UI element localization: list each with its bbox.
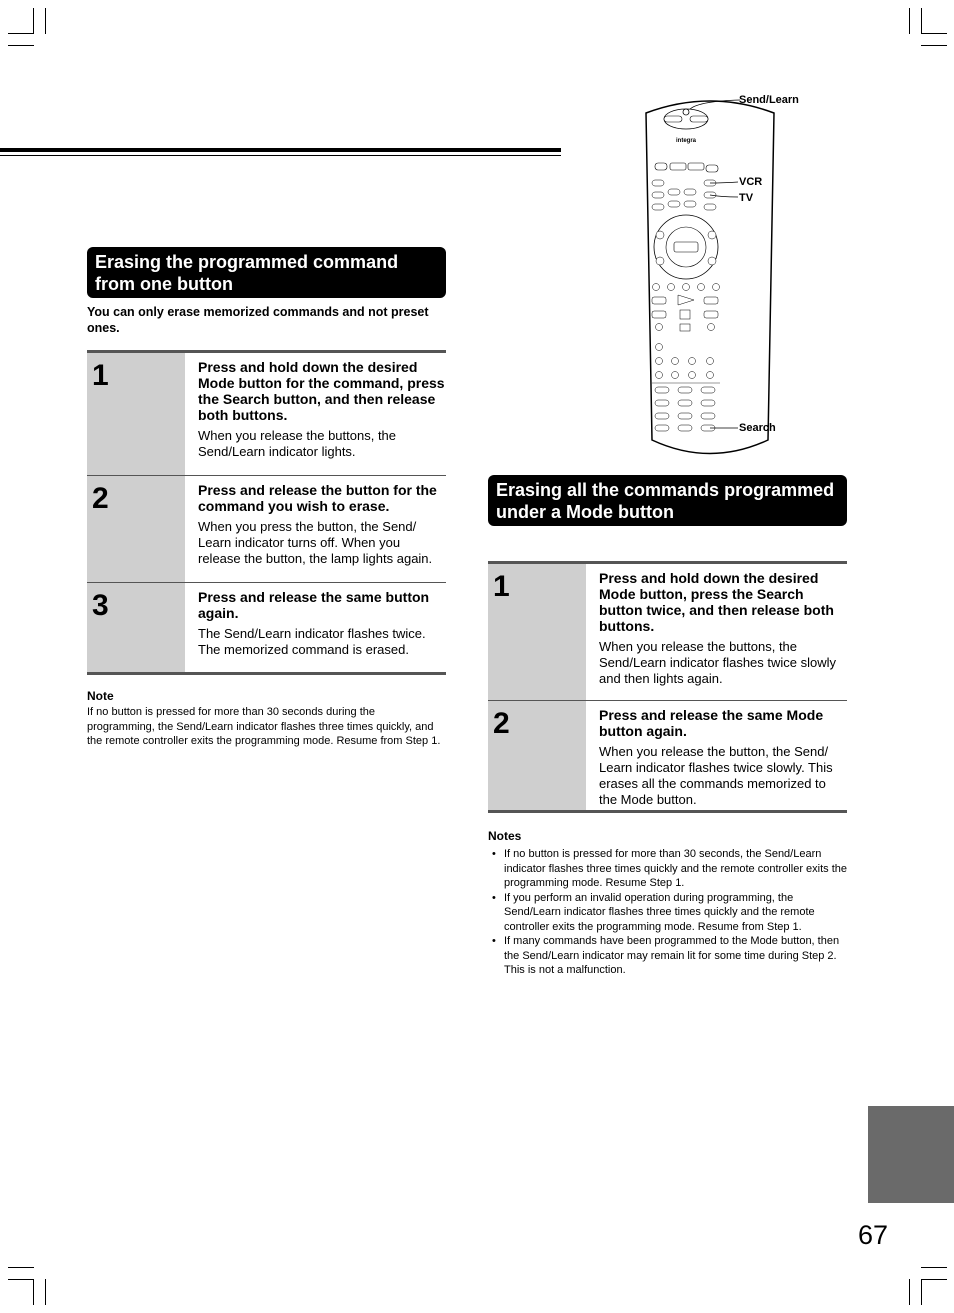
step-heading: Press and release the same Mode button again. — [599, 707, 824, 739]
steps-table-right — [488, 561, 847, 813]
callout-send-learn: Send/Learn — [739, 94, 799, 106]
step-description: The Send/Learn indicator flashes twice. The memorized command is erased. — [198, 626, 426, 657]
crop-mark — [8, 33, 34, 34]
step-body — [185, 583, 446, 672]
step-heading: Press and hold down the desired Mode button, press the Search button twice, and then release both buttons. — [599, 570, 834, 634]
notes-title-right: Notes — [488, 829, 522, 843]
step-body — [586, 701, 847, 810]
section-title-right: Erasing all the commands programmed under a Mode button — [488, 475, 847, 526]
section-intro-left: You can only erase memorized commands and not preset ones. — [87, 305, 429, 335]
step-number: 2 — [488, 701, 586, 810]
step-body — [185, 353, 446, 475]
step-heading: Press and hold down the desired Mode button for the command, press the Search button, and then release both buttons. — [198, 359, 445, 423]
step-row — [87, 353, 446, 476]
step-row — [87, 476, 446, 583]
chapter-tab — [868, 1106, 954, 1203]
step-row — [87, 583, 446, 672]
callout-tv: TV — [739, 192, 754, 204]
crop-mark — [45, 8, 46, 34]
section-title-left: Erasing the programmed command from one button — [87, 247, 446, 298]
step-heading: Press and release the same button again. — [198, 589, 430, 621]
crop-mark — [921, 1279, 922, 1305]
list-item: • If many commands have been programmed to the Mode button, then the Send/Learn indicator may remain lit for some time during Step 2. This is not a malfunction. — [488, 934, 848, 978]
list-item: • If no button is pressed for more than 30 seconds, the Send/Learn indicator flashes three times quickly and the remote controller exits the programming mode. Resume Step 1. — [488, 847, 848, 891]
crop-mark — [921, 45, 947, 46]
step-number: 3 — [87, 583, 185, 672]
crop-mark — [8, 1267, 34, 1268]
callout-search: Search — [739, 422, 776, 434]
crop-mark — [8, 45, 34, 46]
step-row — [488, 564, 847, 701]
crop-mark — [921, 8, 922, 34]
step-description: When you press the button, the Send/ Learn indicator turns off. When you release the button, the lamp lights again. — [198, 519, 433, 566]
crop-mark — [33, 1279, 34, 1305]
crop-mark — [921, 1267, 947, 1268]
step-body — [185, 476, 446, 582]
callout-vcr: VCR — [739, 176, 763, 188]
crop-mark — [921, 33, 947, 34]
note-title-left: Note — [87, 689, 114, 703]
steps-table-left — [87, 350, 446, 675]
step-description: When you release the button, the Send/ Learn indicator flashes twice slowly. This erases all the commands memorized to the Mode button. — [599, 744, 833, 807]
step-description: When you release the buttons, the Send/Learn indicator flashes twice slowly and then lights again. — [599, 639, 837, 686]
crop-mark — [45, 1279, 46, 1305]
step-heading: Press and release the button for the command you wish to erase. — [198, 482, 437, 514]
crop-mark — [8, 1279, 34, 1280]
crop-mark — [33, 8, 34, 34]
send-learn-indicator — [683, 109, 689, 115]
note-text-left: If no button is pressed for more than 30 seconds during the programming, the Send/Learn indicator flashes three times quickly, and the remote controller exits the programming mode. Resume from Step 1. — [87, 706, 441, 747]
crop-mark — [921, 1279, 947, 1280]
notes-list-right — [488, 847, 848, 978]
step-description: When you release the buttons, the Send/Learn indicator lights. — [198, 428, 397, 459]
crop-mark — [909, 1279, 910, 1305]
step-row — [488, 701, 847, 810]
header-rule-thick — [0, 148, 561, 152]
crop-mark — [909, 8, 910, 34]
page-number: 67 — [858, 1220, 889, 1250]
remote-brand: integra — [675, 138, 697, 144]
list-item: • If you perform an invalid operation during programming, the Send/Learn indicator flashes three times quickly and the remote controller exits the programming mode. Resume from Step 1. — [488, 891, 848, 935]
step-number: 2 — [87, 476, 185, 582]
step-number: 1 — [488, 564, 586, 700]
step-body — [586, 564, 847, 700]
remote-control-illustration — [640, 95, 780, 467]
step-number: 1 — [87, 353, 185, 475]
header-rule-thin — [0, 155, 561, 156]
